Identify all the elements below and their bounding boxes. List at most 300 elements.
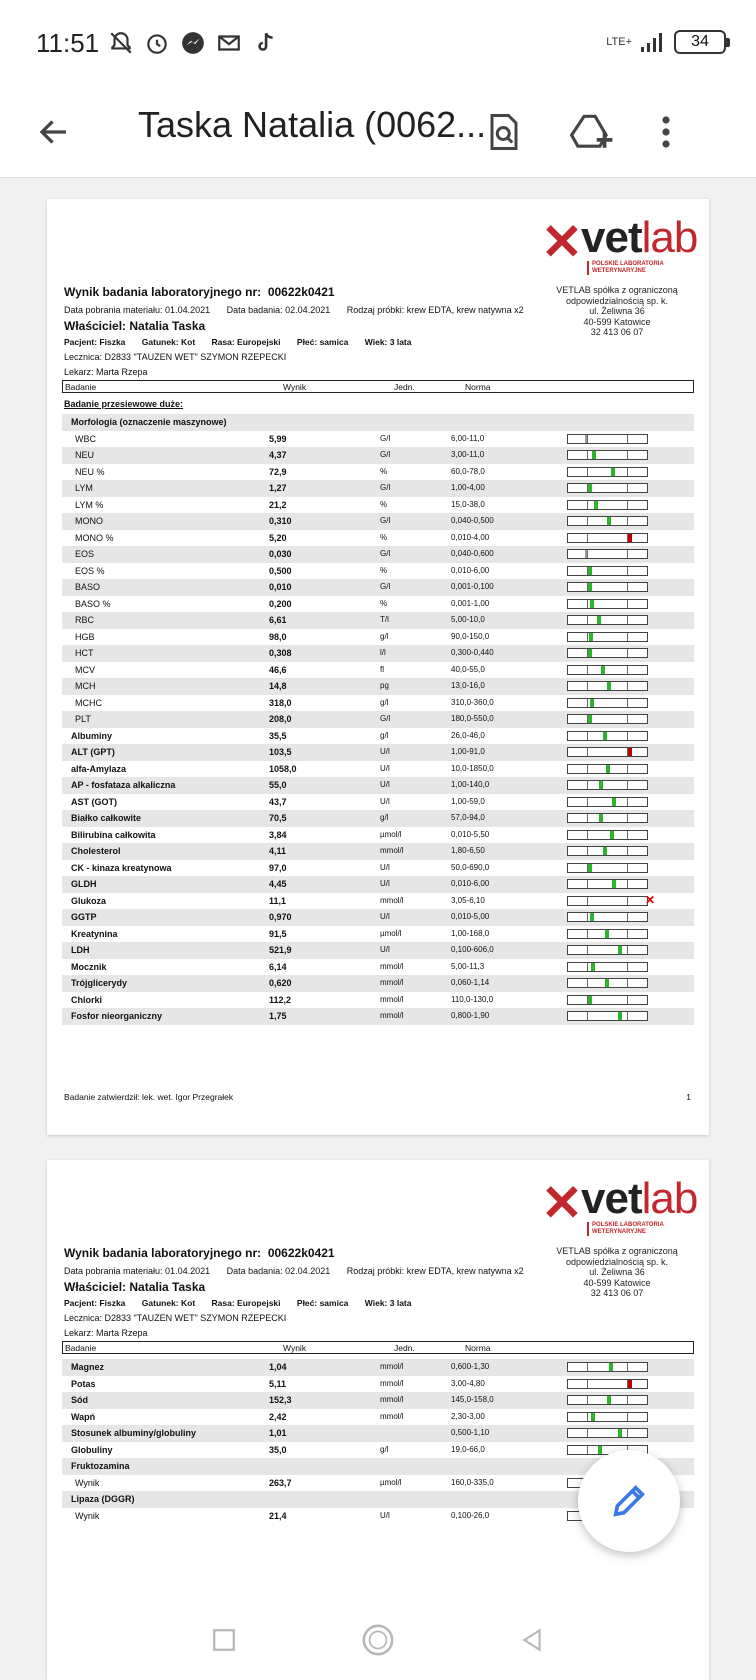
- test-name: Wapń: [71, 1411, 96, 1422]
- battery-indicator: 34: [674, 30, 726, 54]
- test-name: Trójglicerydy: [71, 978, 128, 988]
- range-indicator: [567, 599, 648, 609]
- test-result: 98,0: [269, 631, 287, 642]
- test-norm: 57,0-94,0: [451, 813, 485, 822]
- table-row: [62, 612, 694, 629]
- table-row: [62, 678, 694, 695]
- patient-line: [64, 337, 426, 347]
- table-row: [62, 497, 694, 514]
- table-row: [62, 629, 694, 646]
- test-result: 0,030: [269, 549, 292, 559]
- test-norm: 0,001-1,00: [451, 598, 490, 608]
- range-marker: [594, 501, 598, 509]
- table-row: [62, 711, 694, 728]
- recents-button[interactable]: [207, 1623, 241, 1657]
- test-unit: T/l: [380, 615, 389, 624]
- table-row: [62, 728, 694, 745]
- test-name: Albuminy: [71, 730, 113, 741]
- sample-date: Data pobrania materiału: 01.04.2021: [64, 305, 211, 315]
- range-indicator: [567, 797, 648, 807]
- test-norm: 90,0-150,0: [451, 631, 490, 641]
- test-name: LYM: [75, 483, 93, 493]
- range-indicator: [567, 1395, 648, 1405]
- test-unit: g/l: [380, 1444, 389, 1454]
- range-indicator: [567, 731, 648, 741]
- test-norm: 10,0-1850,0: [451, 763, 494, 773]
- test-norm: 1,00-91,0: [451, 747, 485, 756]
- table-row: [62, 744, 694, 761]
- test-name: AP - fosfataza alkaliczna: [71, 780, 176, 790]
- test-unit: mmol/l: [380, 978, 404, 987]
- test-unit: U/l: [380, 1510, 390, 1520]
- range-marker: [598, 1446, 602, 1454]
- test-unit: U/l: [380, 945, 390, 954]
- test-name: Globuliny: [71, 1444, 113, 1455]
- test-date: Data badania: 02.04.2021: [226, 1266, 331, 1276]
- more-vert-icon: [661, 114, 671, 150]
- vetlab-logo: [541, 213, 698, 277]
- test-result: 0,200: [269, 598, 292, 609]
- range-marker: [588, 583, 592, 591]
- owner: Właściciel: Natalia Taska: [64, 319, 206, 333]
- logo-subtitle-line: WETERYNARYJNE: [592, 268, 646, 274]
- test-name: Bilirubina całkowita: [71, 829, 156, 840]
- table-header: [62, 1341, 694, 1354]
- range-marker: [585, 435, 587, 443]
- test-unit: mmol/l: [380, 1395, 404, 1404]
- test-norm: 0,100-606,0: [451, 945, 494, 954]
- test-unit: U/l: [380, 912, 390, 921]
- table-row: [62, 695, 694, 712]
- out-of-range-icon: ✕: [644, 892, 655, 907]
- test-norm: 1,00-4,00: [451, 483, 485, 492]
- test-result: 5,20: [269, 532, 287, 543]
- test-norm: 1,00-140,0: [451, 780, 490, 789]
- range-marker: [618, 1012, 622, 1020]
- doctor: Lekarz: Marta Rzepa: [64, 367, 148, 377]
- test-norm: 5,00-10,0: [451, 615, 485, 624]
- test-result: 14,8: [269, 681, 287, 691]
- logo-subtitle-line: POLSKIE LABORATORIA: [592, 1222, 664, 1228]
- test-name: Chlorki: [71, 994, 103, 1005]
- test-result: 152,3: [269, 1395, 292, 1405]
- range-indicator: [567, 665, 648, 675]
- test-name: HGB: [75, 631, 95, 642]
- test-name: HCT: [75, 648, 94, 658]
- table-row: [62, 926, 694, 943]
- address-line: VETLAB spółka z ograniczoną: [556, 1246, 678, 1256]
- table-row: [62, 596, 694, 613]
- test-unit: mmol/l: [380, 1411, 404, 1421]
- range-marker: [603, 732, 607, 740]
- add-to-drive-icon: [570, 112, 614, 152]
- test-result: 55,0: [269, 780, 287, 790]
- edit-fab-button[interactable]: [578, 1450, 680, 1552]
- range-indicator: [567, 978, 648, 988]
- test-result: 1058,0: [269, 763, 297, 774]
- test-result: 0,620: [269, 978, 292, 988]
- sample-kind: Rodzaj próbki: krew EDTA, krew natywna x2: [346, 1266, 524, 1276]
- test-result: 3,84: [269, 829, 287, 840]
- range-indicator: [567, 747, 648, 757]
- test-unit: mmol/l: [380, 1011, 404, 1020]
- test-name: Lipaza (DGGR): [71, 1494, 135, 1504]
- test-norm: 40,0-55,0: [451, 664, 485, 674]
- address-line: odpowiedzialnością sp. k.: [565, 295, 669, 306]
- col-result: Wynik: [283, 382, 307, 392]
- test-norm: 60,0-78,0: [451, 466, 485, 476]
- range-indicator: [567, 912, 648, 922]
- search-doc-icon: [486, 112, 522, 152]
- range-marker: [591, 1413, 595, 1421]
- range-marker: [588, 715, 592, 723]
- test-unit: %: [380, 499, 388, 509]
- test-unit: %: [380, 565, 388, 575]
- test-name: LDH: [71, 945, 90, 955]
- table-row: [62, 777, 694, 794]
- test-norm: 160,0-335,0: [451, 1477, 494, 1487]
- address-line: 32 413 06 07: [590, 327, 644, 337]
- range-marker: [612, 880, 616, 888]
- test-unit: G/l: [380, 516, 391, 525]
- table-row: [62, 1425, 694, 1442]
- test-norm: 26,0-46,0: [451, 730, 485, 740]
- table-row: [62, 975, 694, 992]
- address-line: ul. Żeliwna 36: [589, 306, 645, 316]
- test-date: Data badania: 02.04.2021: [226, 305, 331, 315]
- test-name: GLDH: [71, 879, 97, 889]
- test-norm: 0,800-1,90: [451, 1011, 490, 1020]
- circle-icon: [361, 1623, 395, 1657]
- range-indicator: [567, 962, 648, 972]
- species: Gatunek: Kot: [141, 1298, 196, 1308]
- test-name: AST (GOT): [71, 796, 117, 807]
- home-button[interactable]: [361, 1623, 395, 1657]
- range-indicator: [567, 533, 648, 543]
- range-indicator: [567, 813, 648, 823]
- range-indicator: [567, 1428, 648, 1438]
- range-indicator: [567, 892, 655, 907]
- back-arrow-icon: [36, 114, 72, 150]
- signal-icon: [640, 31, 666, 53]
- test-norm: 0,100-26,0: [451, 1510, 490, 1520]
- status-time: 11:51: [36, 28, 100, 58]
- range-marker: [590, 600, 594, 608]
- table-row: [62, 530, 694, 547]
- dna-x-icon: ✕: [541, 1175, 583, 1231]
- alarm-icon: [144, 30, 170, 56]
- range-indicator: [567, 566, 648, 576]
- range-marker: [599, 781, 603, 789]
- range-indicator: [567, 879, 648, 889]
- test-unit: %: [380, 466, 388, 476]
- dates-line: [64, 1266, 538, 1276]
- triangle-back-icon: [519, 1627, 545, 1653]
- test-unit: mmol/l: [380, 1378, 404, 1388]
- test-result: 263,7: [269, 1477, 292, 1488]
- range-indicator: [567, 450, 648, 460]
- test-unit: l/l: [380, 648, 386, 657]
- test-norm: 0,010-6,00: [451, 565, 490, 575]
- range-marker: [590, 913, 594, 921]
- test-unit: µmol/l: [380, 928, 402, 938]
- table-row: [62, 942, 694, 959]
- col-test: Badanie: [65, 1343, 97, 1353]
- range-indicator: [567, 615, 648, 625]
- clinic: Lecznica: D2833 "TAUZEN WET" SZYMON RZEPECKI: [64, 352, 287, 362]
- range-marker: [588, 649, 592, 657]
- test-name: Kreatynina: [71, 928, 118, 939]
- pencil-icon: [609, 1481, 649, 1521]
- range-marker: [609, 1363, 613, 1371]
- test-unit: G/l: [380, 433, 391, 443]
- table-row: [62, 794, 694, 811]
- table-row: [62, 1359, 694, 1376]
- test-result: 1,04: [269, 1362, 287, 1372]
- range-indicator: [567, 434, 648, 444]
- table-row: [62, 480, 694, 497]
- range-marker: [591, 963, 595, 971]
- test-name: BASO: [75, 582, 101, 592]
- report-title-label: Wynik badania laboratoryjnego nr:: [64, 285, 262, 299]
- test-result: 318,0: [269, 697, 292, 708]
- logo-wordmark: vetlab: [581, 1174, 698, 1223]
- test-name: ALT (GPT): [71, 747, 115, 757]
- table-row: [62, 546, 694, 563]
- range-marker: [607, 682, 611, 690]
- test-unit: G/l: [380, 483, 391, 492]
- test-unit: mmol/l: [380, 1362, 404, 1371]
- test-norm: 1,00-168,0: [451, 928, 490, 938]
- range-marker: [588, 484, 592, 492]
- address-line: 40-599 Katowice: [583, 1277, 651, 1288]
- clinic: Lecznica: D2833 "TAUZEN WET" SZYMON RZEPECKI: [64, 1313, 287, 1323]
- range-indicator: [567, 483, 648, 493]
- test-unit: mmol/l: [380, 895, 404, 905]
- square-icon: [211, 1627, 237, 1653]
- test-unit: G/l: [380, 714, 391, 723]
- test-result: 4,37: [269, 450, 287, 460]
- lab-address: [547, 1246, 687, 1299]
- test-norm: 0,010-5,00: [451, 912, 490, 921]
- range-indicator: [567, 929, 648, 939]
- test-result: 2,42: [269, 1411, 287, 1422]
- test-result: 6,61: [269, 615, 287, 625]
- test-name: Glukoza: [71, 895, 107, 906]
- test-unit: G/l: [380, 450, 391, 459]
- search-document-button[interactable]: [478, 106, 530, 158]
- test-name: MONO: [75, 516, 103, 526]
- table-row: [62, 860, 694, 877]
- report-number: 00622k0421: [267, 1246, 335, 1260]
- test-name: RBC: [75, 615, 95, 625]
- range-indicator: [567, 467, 648, 477]
- range-marker: [597, 616, 601, 624]
- test-unit: g/l: [380, 631, 389, 641]
- breed: Rasa: Europejski: [211, 1298, 281, 1308]
- address-line: VETLAB spółka z ograniczoną: [556, 285, 678, 295]
- document-title: Taska Natalia (0062...: [138, 104, 487, 145]
- test-norm: 3,00-4,80: [451, 1378, 485, 1388]
- test-result: 4,11: [269, 846, 287, 856]
- test-result: 0,010: [269, 582, 292, 592]
- test-unit: g/l: [380, 697, 389, 707]
- test-name: PLT: [75, 714, 91, 724]
- test-norm: 145,0-158,0: [451, 1395, 494, 1404]
- test-name: MCV: [75, 664, 95, 675]
- table-row: [62, 843, 694, 860]
- test-norm: 0,040-0,500: [451, 516, 494, 525]
- back-button[interactable]: [30, 108, 78, 156]
- range-marker: [603, 847, 607, 855]
- messenger-icon: [180, 30, 206, 56]
- table-row: [62, 464, 694, 481]
- logo-subtitle-line: POLSKIE LABORATORIA: [592, 261, 664, 267]
- test-unit: fl: [380, 664, 384, 674]
- range-indicator: [567, 698, 648, 708]
- test-result: 4,45: [269, 879, 287, 889]
- table-row: [62, 761, 694, 778]
- col-norm: Norma: [465, 1343, 491, 1353]
- table-row: [62, 662, 694, 679]
- test-norm: 0,500-1,10: [451, 1428, 490, 1437]
- report-title: [64, 1246, 335, 1260]
- test-unit: U/l: [380, 747, 390, 756]
- table-row: [62, 513, 694, 530]
- test-result: 112,2: [269, 994, 292, 1005]
- test-unit: mmol/l: [380, 846, 404, 855]
- test-name: Magnez: [71, 1362, 105, 1372]
- test-result: 5,11: [269, 1378, 287, 1389]
- test-result: 35,5: [269, 730, 287, 741]
- test-result: 208,0: [269, 714, 292, 724]
- test-result: 91,5: [269, 928, 287, 939]
- test-norm: 0,040-0,600: [451, 549, 494, 558]
- add-to-drive-button[interactable]: [566, 106, 618, 158]
- back-nav-button[interactable]: [515, 1623, 549, 1657]
- test-norm: 0,010-4,00: [451, 532, 490, 542]
- gmail-icon: [216, 30, 242, 56]
- test-name: NEU: [75, 450, 95, 460]
- range-marker: [618, 1429, 622, 1437]
- test-unit: U/l: [380, 780, 390, 789]
- range-marker: [611, 468, 615, 476]
- table-row: [62, 563, 694, 580]
- system-nav-bar: [0, 1600, 756, 1680]
- test-norm: 2,30-3,00: [451, 1411, 485, 1421]
- network-indicator: LTE+: [606, 35, 632, 48]
- test-name: LYM %: [75, 499, 104, 510]
- range-marker: [585, 550, 587, 558]
- test-result: 70,5: [269, 813, 287, 823]
- range-marker: [590, 699, 594, 707]
- test-norm: 0,600-1,30: [451, 1362, 490, 1371]
- range-marker: [606, 765, 610, 773]
- test-norm: 180,0-550,0: [451, 714, 494, 723]
- sample-kind: Rodzaj próbki: krew EDTA, krew natywna x2: [346, 305, 524, 315]
- test-result: 43,7: [269, 796, 287, 807]
- col-result: Wynik: [283, 1343, 307, 1353]
- test-name: Wynik: [75, 1477, 100, 1488]
- table-row: [62, 1008, 694, 1025]
- test-result: 72,9: [269, 466, 287, 477]
- range-marker: [628, 748, 632, 756]
- test-name: CK - kinaza kreatynowa: [71, 862, 172, 873]
- range-indicator: [567, 863, 648, 873]
- col-unit: Jedn.: [394, 382, 415, 392]
- species: Gatunek: Kot: [141, 337, 196, 347]
- range-indicator: [567, 846, 648, 856]
- test-result: 6,14: [269, 961, 287, 972]
- test-norm: 6,00-11,0: [451, 433, 485, 443]
- table-row: [62, 992, 694, 1009]
- table-row: [62, 810, 694, 827]
- range-marker: [610, 831, 614, 839]
- dates-line: [64, 305, 538, 315]
- range-indicator: [567, 582, 648, 592]
- test-name: WBC: [75, 433, 96, 444]
- test-name: MONO %: [75, 532, 114, 543]
- breed: Rasa: Europejski: [211, 337, 281, 347]
- test-unit: µmol/l: [380, 1477, 402, 1487]
- sample-date: Data pobrania materiału: 01.04.2021: [64, 1266, 211, 1276]
- test-norm: 3,00-11,0: [451, 450, 485, 459]
- age: Wiek: 3 lata: [364, 337, 412, 347]
- test-unit: %: [380, 532, 388, 542]
- test-norm: 13,0-16,0: [451, 681, 485, 690]
- test-unit: mmol/l: [380, 994, 404, 1004]
- range-indicator: [567, 830, 648, 840]
- test-name: MCH: [75, 681, 96, 691]
- table-header: [62, 380, 694, 393]
- test-unit: g/l: [380, 813, 389, 822]
- test-unit: mmol/l: [380, 961, 404, 971]
- test-norm: 3,05-6,10: [451, 895, 485, 905]
- test-name: Fruktozamina: [71, 1461, 130, 1471]
- test-unit: U/l: [380, 879, 390, 888]
- test-name: Białko całkowite: [71, 813, 142, 823]
- test-result: 103,5: [269, 747, 292, 757]
- dna-x-icon: ✕: [541, 214, 583, 270]
- patient-name: Pacjent: Fiszka: [64, 337, 126, 347]
- range-indicator: [567, 500, 648, 510]
- range-marker: [588, 567, 592, 575]
- lab-address: [547, 285, 687, 338]
- test-norm: 0,001-0,100: [451, 582, 494, 591]
- app-bar: [0, 90, 756, 178]
- doctor: Lekarz: Marta Rzepa: [64, 1328, 148, 1338]
- test-norm: 0,010-6,00: [451, 879, 490, 888]
- range-indicator: [567, 648, 648, 658]
- test-result: 46,6: [269, 664, 287, 675]
- test-result: 521,9: [269, 945, 292, 955]
- tiktok-icon: [252, 30, 278, 56]
- range-indicator: [567, 632, 648, 642]
- test-name: Wynik: [75, 1510, 100, 1521]
- table-row: [62, 1409, 694, 1426]
- range-marker: [601, 666, 605, 674]
- test-result: 5,99: [269, 433, 287, 444]
- test-norm: 19,0-66,0: [451, 1444, 485, 1454]
- test-norm: 310,0-360,0: [451, 697, 494, 707]
- test-unit: U/l: [380, 796, 390, 806]
- table-row: [62, 827, 694, 844]
- range-indicator: [567, 714, 648, 724]
- more-options-button[interactable]: [640, 106, 692, 158]
- range-marker: [588, 996, 592, 1004]
- section-title: Badanie przesiewowe duże:: [64, 399, 184, 409]
- test-result: 1,27: [269, 483, 287, 493]
